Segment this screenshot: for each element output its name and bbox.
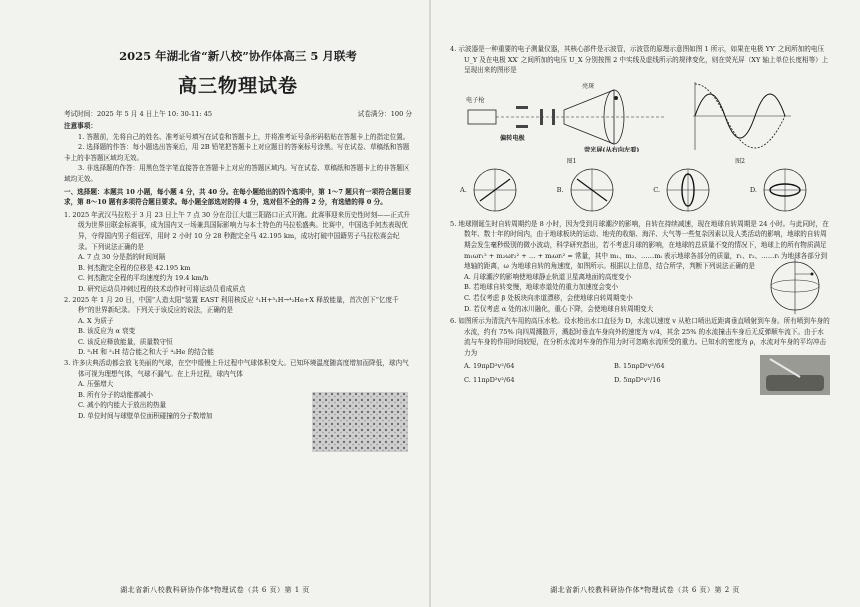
q6-options: [464, 359, 764, 387]
q4-figures: [464, 80, 830, 165]
q5-option-c: C. 若仅考虑 β 处板块向赤道漂移，会使地球自转周期变小: [464, 293, 633, 302]
q6-option-b: B. 15πρD²v²/64: [614, 361, 665, 370]
exam-score: 试卷满分：100 分: [357, 110, 412, 118]
figure-2: [685, 80, 795, 165]
balloon-photo-icon: [312, 392, 408, 452]
q1-option-b: B. 何杰跑完全程的位移是 42.195 km: [78, 263, 191, 272]
notice-1: 1. 答题前，先将自己的姓名、准考证号填写在试卷和答题卡上，并将准考证号条形码粘贴在答题卡上的指定位置。: [78, 132, 410, 141]
notice-3: 3. 非选择题的作答：用黑色签字笔直接答在答题卡上对应的答题区域内。写在试卷、草稿纸和答题卡上的非答题区域均无效。: [64, 164, 410, 183]
q4-option-b: B.: [557, 167, 617, 213]
page-2: [430, 0, 860, 607]
option-a-figure: [470, 167, 520, 213]
question-5-stem: 5. 地球刚诞生时自转周期约是 8 小时，因为受到月球潮汐的影响，自转在持续减速，现在地球自转周期是 24 小时。与此同时，在数年、数十年的时间内，由于地球板块的运动、地壳的收缩、海洋、大气等一些复杂因素以及人类活动的影响，地球的自转周期会发生毫秒级别的微小波动，科学研究指出，若不考虑月球的影响，在地球的总质量不变的情况下，地球上的所有物质满足 m₁ωr₁² + m₂ωr₂² + … + mᵢωrᵢ² = 常量，其中 m₁、m₂、……mᵢ 表示地球各部分的质量，r₁、r₂、……rᵢ 为地球各部分到地轴的距离，ω 为地球自转的角速度，如图所示。根据以上信息，结合所学，判断下列说法正确的是: [450, 219, 829, 271]
label-screen: 荧光屏(从右向左看): [584, 146, 640, 152]
q5-option-b: B. 若地球自转变慢，地球赤道处的重力加速度会变小: [464, 283, 619, 292]
q6-option-d: D. 5πρD²v²/16: [614, 375, 661, 384]
oscilloscope-tube-icon: [464, 80, 679, 152]
q2-option-a: A. X 为质子: [78, 316, 114, 325]
q3-option-d: D. 单位时间与球壁单位面积碰撞的分子数增加: [78, 412, 213, 421]
q6-option-a: A. 19πρD²v²/64: [464, 361, 515, 370]
q5-option-d: D. 若仅考虑 α 处的冰川融化，重心下降，会使地球自转周期变大: [464, 304, 654, 313]
q2-option-d: D. ³₁H 和 ²₁H 结合能之和大于 ⁴₂He 的结合能: [78, 348, 214, 357]
option-d-figure: [760, 167, 810, 213]
voltage-waveform-icon: [685, 80, 795, 152]
option-b-figure: [567, 167, 617, 213]
q2-option-c: C. 该反应释放能量，质量数守恒: [78, 337, 173, 346]
exam-subtitle: 高三物理试卷: [177, 75, 298, 97]
q3-option-b: B. 所有分子的动能都减小: [78, 390, 153, 399]
q4-option-c: C.: [653, 167, 713, 213]
question-3-stem: 3. 许多庆典活动都会放飞美丽的气球，在空中缓慢上升过程中气球体积变大。已知环境温度随高度增加而降低，球内气体可视为理想气体，气球不漏气。在上升过程，球内气体: [64, 359, 409, 378]
option-c-figure: [663, 167, 713, 213]
q3-option-c: C. 减小的内能大于放出的热量: [78, 401, 167, 410]
q1-option-c: C. 何杰跑完全程的平均速度约为 19.4 km/h: [78, 274, 209, 283]
page-1-footer: 湖北省新八校教科研协作体*物理试卷（共 6 页）第 1 页: [120, 586, 310, 594]
page-2-footer: 湖北省新八校教科研协作体*物理试卷（共 6 页）第 2 页: [550, 586, 740, 594]
q6-option-c: C. 11πρD²v²/64: [464, 375, 515, 384]
q2-option-b: B. 该反应为 α 衰变: [78, 327, 136, 336]
notice-2: 2. 选择题的作答：每小题选出答案后，用 2B 铅笔把答题卡上对应题目的答案标号涂黑。写在试卷、草稿纸和答题卡上的非答题区域均无效。: [64, 143, 410, 162]
q4-options: [460, 167, 810, 213]
question-2-stem: 2. 2025 年 1 月 20 日，中国“人造太阳”装置 EAST 利用核反应 ²₁H+³₁H→⁴₂He+X 释放能量，首次创下“亿度千秒”的世界新纪录。下列关于该反应的说法，正确的是: [64, 295, 399, 315]
q4-option-a: A.: [460, 167, 520, 213]
notice-heading: 注意事项：: [64, 122, 97, 130]
section-1-heading: 一、选择题：本题共 10 小题，每小题 4 分，共 40 分。在每小题给出的四个选项中，第 1～7 题只有一项符合题目要求，第 8～10 题有多项符合题目要求。每小题全部选对的得 4 分，选对但不全的得 2 分，有选错的得 0 分。: [64, 187, 412, 207]
figure-1: [464, 80, 679, 165]
question-4-stem: 4. 示波器是一种重要的电子测量仪器，其核心部件是示波管，示波管的原理示意图如图 1 所示，如果在电极 YY′ 之间所加的电压 U_Y 及在电极 XX′ 之间所加的电压 U_X 分别按图 2 中实线及虚线所示的规律变化，则在荧光屏（XY 轴上单位长度相等）上呈现出来的图形是: [450, 45, 829, 75]
q4-option-d: D.: [750, 167, 810, 213]
q5-option-a: A. 月球潮汐的影响使地球静止轨道卫星离地面的高度变小: [464, 272, 632, 281]
question-1-stem: 1. 2025 年武汉马拉松于 3 月 23 日上午 7 点 30 分在沿江大道三阳路口正式开跑。此赛事迎来历史性时刻——正式升级为世界田联金标赛事，成为国内又一场兼具国际影响力与本土特色的马拉松盛典。比赛中，中国选手何杰表现优异，夺得国内男子组冠军，用时 2 小时 10 分 28 秒跑完全马 42.195 km，成功打破中国籍男子马拉松赛会纪录。下列说法正确的是: [64, 210, 411, 251]
car-wash-photo-icon: [760, 355, 830, 395]
q1-option-d: D. 研究运动员冲刺过程的技术动作时可将运动员看成质点: [78, 284, 246, 293]
exam-time: 考试时间：2025 年 5 月 4 日上午 10: 30-11: 45: [64, 110, 213, 118]
exam-meta: [64, 108, 412, 118]
label-electron-gun: 电子枪: [466, 96, 485, 104]
figure-2-caption: 图2: [735, 157, 745, 165]
exam-title: 2025 年湖北省“新八校”协作体高三 5 月联考: [119, 49, 357, 63]
label-deflection-electrode: 偏转电极: [500, 134, 525, 142]
earth-diagram-icon: [760, 258, 830, 314]
q3-option-a: A. 压强增大: [78, 380, 114, 389]
figure-1-caption: 图1: [566, 157, 577, 165]
label-bright-spot: 亮斑: [582, 82, 595, 90]
q1-option-a: A. 7 点 30 分是指的时间间隔: [78, 253, 166, 262]
question-6-stem: 6. 如图所示为清洗汽车用的高压水枪。设水枪出水口直径为 D，水流以速度 v 从枪口喷出近距离垂直喷射到车身。所有喷到车身的水流，约有 75% 向四周溅散开，溅起时垂直车身向外的速度为 v/4，其余 25% 的水流撞击车身后无反弹顺车流下。由于水流与车身的作用时间较短，在分析水流对车身的作用力时可忽略水流所受的重力。已知水的密度为 ρ，水流对车身的平均冲击力为: [450, 317, 830, 357]
